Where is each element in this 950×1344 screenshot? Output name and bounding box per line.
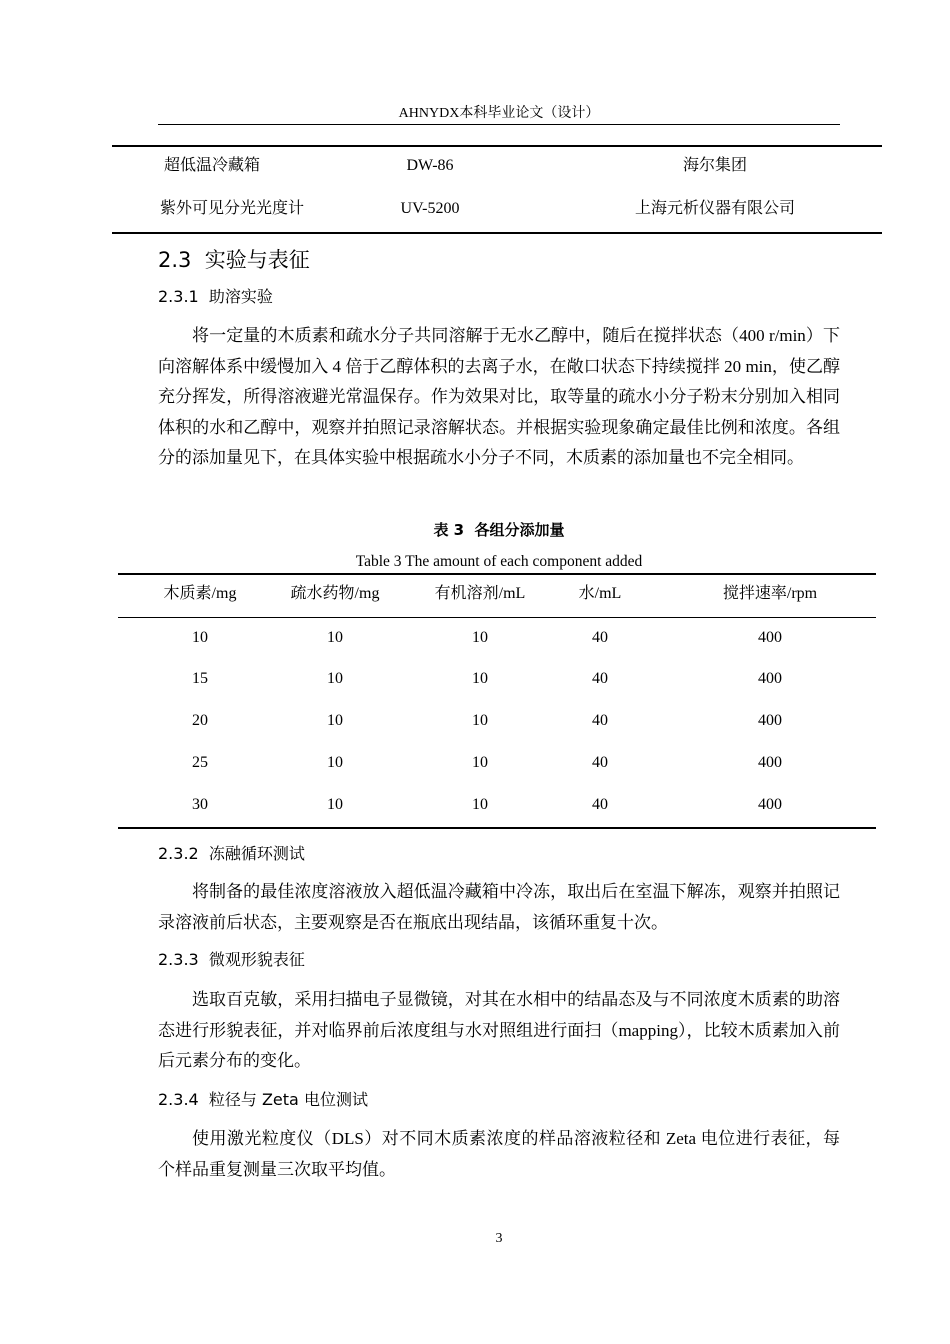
- table-cell: 25: [192, 754, 208, 771]
- subsection-heading-2-3-3: 2.3.3 微观形貌表征: [158, 950, 305, 969]
- subsection-heading-2-3-2: 2.3.2 冻融循环测试: [158, 844, 305, 863]
- table-cell: 10: [327, 796, 343, 813]
- equipment-maker: 海尔集团: [682, 157, 747, 174]
- equipment-model: DW-86: [406, 157, 454, 174]
- table-cell: 10: [327, 754, 343, 771]
- table-cell: 40: [592, 796, 608, 813]
- table-cell: 400: [758, 712, 782, 729]
- table-cell: 400: [758, 670, 782, 687]
- table-cell: 10: [327, 670, 343, 687]
- table-caption-en: Table 3 The amount of each component added: [355, 553, 643, 570]
- column-header: 木质素/mg: [163, 585, 237, 602]
- equipment-name: 超低温冷藏箱: [163, 157, 260, 174]
- table-cell: 40: [592, 712, 608, 729]
- paragraph-2-3-3: 选取百克敏，采用扫描电子显微镜，对其在水相中的结晶态及与不同浓度木质素的助溶态进行形貌表征，并对临界前后浓度组与水对照组进行面扫（mapping），比较木质素加入前后元素分布的变化。: [158, 990, 840, 1070]
- table-cell: 400: [758, 796, 782, 813]
- table-cell: 400: [758, 629, 782, 646]
- equipment-model: UV-5200: [400, 200, 460, 217]
- subsection-heading-2-3-1: 2.3.1 助溶实验: [158, 287, 273, 306]
- equipment-table-bottom-rule: [112, 232, 882, 234]
- table-cell: 10: [472, 629, 488, 646]
- table-cell: 10: [327, 629, 343, 646]
- table3-header-rule: [118, 617, 876, 618]
- table3-top-rule: [118, 573, 876, 575]
- column-header: 疏水药物/mg: [290, 585, 380, 602]
- column-header: 有机溶剂/mL: [434, 585, 526, 602]
- table-cell: 10: [472, 712, 488, 729]
- table-cell: 20: [192, 712, 208, 729]
- equipment-name: 紫外可见分光光度计: [159, 200, 304, 217]
- paragraph-2-3-1: 将一定量的木质素和疏水分子共同溶解于无水乙醇中，随后在搅拌状态（400 r/min）下向溶解体系中缓慢加入 4 倍于乙醇体积的去离子水，在敞口状态下持续搅拌 20 min，使乙醇充分挥发，所得溶液避光常温保存。作为效果对比，取等量的疏水小分子粉末分别加入相同体积的水和乙醇中，观察并拍照记录溶解状态。并根据实验现象确定最佳比例和浓度。各组分的添加量见下，在具体实验中根据疏水小分子不同，木质素的添加量也不完全相同。: [158, 326, 840, 467]
- equipment-maker: 上海元析仪器有限公司: [634, 200, 795, 217]
- subsection-heading-2-3-4: 2.3.4 粒径与 Zeta 电位测试: [158, 1090, 368, 1109]
- table-cell: 15: [192, 670, 208, 687]
- table-cell: 10: [472, 796, 488, 813]
- paragraph-2-3-2: 将制备的最佳浓度溶液放入超低温冷藏箱中冷冻，取出后在室温下解冻，观察并拍照记录溶液前后状态，主要观察是否在瓶底出现结晶，该循环重复十次。: [158, 882, 840, 932]
- header-rule: [158, 124, 840, 125]
- equipment-table-top-rule: [112, 145, 882, 147]
- paragraph-2-3-4: 使用激光粒度仪（DLS）对不同木质素浓度的样品溶液粒径和 Zeta 电位进行表征，每个样品重复测量三次取平均值。: [158, 1129, 840, 1179]
- table-cell: 10: [472, 670, 488, 687]
- running-header: AHNYDX本科毕业论文（设计）: [398, 106, 600, 121]
- page-number: 3: [495, 1231, 503, 1246]
- table-cell: 40: [592, 670, 608, 687]
- column-header: 水/mL: [578, 585, 622, 602]
- section-heading-2-3: 2.3 实验与表征: [158, 248, 310, 272]
- table-caption-cn: 表 3 各组分添加量: [433, 521, 565, 539]
- table-cell: 10: [192, 629, 208, 646]
- column-header: 搅拌速率/rpm: [722, 585, 818, 602]
- table3-bottom-rule: [118, 827, 876, 829]
- table-cell: 400: [758, 754, 782, 771]
- table-cell: 40: [592, 754, 608, 771]
- table-cell: 10: [327, 712, 343, 729]
- table-cell: 40: [592, 629, 608, 646]
- table-cell: 30: [192, 796, 208, 813]
- table-cell: 10: [472, 754, 488, 771]
